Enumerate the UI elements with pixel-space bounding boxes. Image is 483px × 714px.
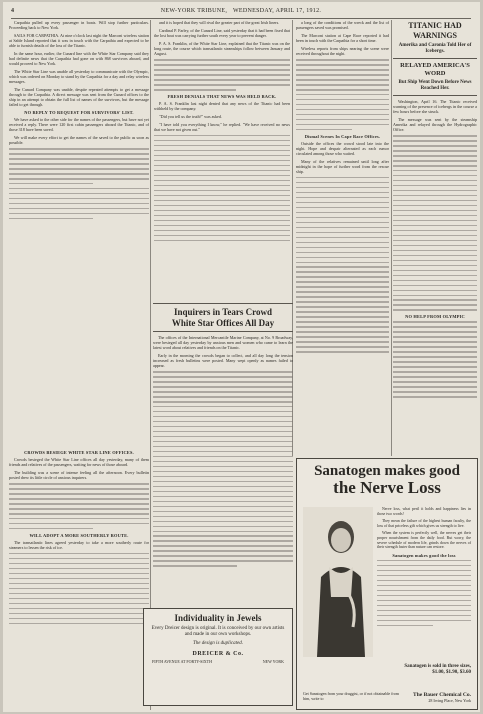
subheading: Dismal Scenes In Cape Race Offices. bbox=[304, 133, 381, 139]
column-rule bbox=[150, 20, 151, 710]
titanic-warnings-article bbox=[393, 20, 477, 401]
article-headline-secondary: White Star Offices All Day bbox=[171, 318, 275, 328]
issue-date: WEDNESDAY, APRIL 17, 1912. bbox=[232, 8, 322, 14]
article-paragraph: P. A. S. Franklin, of the White Star Line, explained that the Titanic was on the long route, the course which transatlantic steamships follow between January and August. bbox=[154, 41, 290, 56]
ad-title: Individuality in Jewels bbox=[174, 613, 262, 623]
ad-address-left: FIFTH AVENUE AT FORTY-SIXTH bbox=[152, 659, 212, 664]
section-rule bbox=[393, 58, 477, 59]
subheading: NO HELP FROM OLYMPIC bbox=[405, 314, 465, 320]
article-paragraph: and it is hoped that they will rival the greater part of the great Irish liners. bbox=[159, 20, 280, 25]
article-paragraph: P. A. S. Franklin last night denied that any news of the Titanic had been withheld by the company. bbox=[154, 100, 290, 111]
article-paragraph: In the same hour, earlier, the Cunard line with the White Star Company said they had definite news that the Carpathia had gone on with 868 survivors aboard, and would proceed to New York. bbox=[9, 51, 149, 66]
article-paragraph: The Cunard Company was unable, despite repeated attempts to get a message through to the Carpathia. A direct message was sent from the Cunard offices to the ship in an attempt to obtain the full list of names of the survivors, but the message failed to get through. bbox=[9, 87, 149, 107]
paper-name: NEW-YORK TRIBUNE, bbox=[160, 8, 228, 14]
newspaper-page bbox=[3, 2, 480, 712]
article-paragraph: Many of the relatives remained until long after midnight in the hope of further word from the rescue ship. bbox=[296, 158, 389, 174]
ad-maker-address: 28 Irving Place, New York bbox=[428, 698, 471, 703]
masthead-title bbox=[11, 8, 471, 14]
ad-tagline: The design is duplicated. bbox=[193, 641, 243, 646]
article-paragraph: The message was sent by the steamship Amerika and relayed through the Hydrographic Office. bbox=[393, 117, 477, 132]
subheading: FRESH DENIALS THAT NEWS WAS HELD BACK. bbox=[167, 93, 277, 99]
article-deck: Amerika and Caronia Told Her of Icebergs. bbox=[398, 43, 472, 54]
article-paragraph: Carpathia pulled up every passenger in boats. Will stop further particulars. Proceeding back to New York. bbox=[9, 20, 149, 30]
subheading: WILL ADOPT A MORE SOUTHERLY ROUTE. bbox=[29, 532, 129, 538]
article-paragraph: Cardinal P. Farley, of the Cunard Line, said yesterday that it had been fixed that the lost boat was carrying further south every year to prevent danger. bbox=[154, 28, 290, 38]
article-headline: TITANIC HAD WARNINGS bbox=[408, 21, 462, 40]
article-deck: But Ship Went Down Before News Reached Her. bbox=[398, 80, 472, 91]
portrait-illustration bbox=[303, 507, 373, 657]
column-left-lower bbox=[9, 447, 149, 707]
article-paragraph: Early in the morning the crowds began to collect, and all day long the tension increased as fresh bulletins were posted. Many wept openly as names failed to appear. bbox=[153, 353, 293, 368]
ad-address bbox=[152, 659, 284, 664]
ad-maker: DREICER & Co. bbox=[192, 651, 244, 657]
article-paragraph: "Did you tell us the truth?" was asked. bbox=[159, 113, 222, 119]
ad-price: Sanatogen is sold in three sizes, $1.00, $1.90, $3.60 bbox=[404, 664, 471, 675]
article-paragraph: The White Star Line was unable all yesterday to communicate with the Olympic, which was ordered on Monday to stand by the Carpathia for a day and relay wireless messages. bbox=[9, 69, 149, 84]
article-paragraph: Crowds besieged the White Star Line offices all day yesterday, many of them friends and relatives of the passengers, waiting for news of those aboard. bbox=[9, 457, 149, 467]
article-paragraph: We have asked to the other side for the names of the passengers, but have not yet received a reply. There were 120 first cabin passengers aboard the Titanic, and of those 318 have been saved. bbox=[9, 117, 149, 132]
jewels-advertisement bbox=[143, 608, 293, 706]
article-paragraph: a long of the conditions of the wreck and the list of passengers saved was promised. bbox=[296, 20, 389, 30]
article-paragraph: The building was a scene of intense feeling all the afternoon. Every bulletin posted drew its little circle of anxious inquirers. bbox=[9, 470, 149, 480]
ad-headline-secondary: the Nerve Loss bbox=[333, 478, 441, 497]
article-paragraph: Outside the offices the crowd stood late into the night. Hope and despair alternated as each rumor circulated among those who waited. bbox=[296, 140, 389, 156]
section-rule bbox=[153, 303, 293, 304]
column-right bbox=[296, 20, 389, 455]
ad-body: Every Dreicer design is original. It is conceived by our own artists and made in our own workshops. bbox=[151, 626, 285, 637]
ad-maker bbox=[413, 692, 471, 703]
column-rule bbox=[391, 20, 392, 456]
ad-paragraph: Nerve loss, what peril it holds and happiness lies in those two words! bbox=[377, 507, 471, 516]
ad-paragraph: When the system is perfectly well, the nerves get their proper nourishment from the daily food. But worry, the severe schedule of modern life, grinds down the nerves of their strength faster than nature can restore. bbox=[377, 531, 471, 550]
ad-paragraph: They mean the failure of the highest human faculty, the loss of that priceless gift which gives us strength to live. bbox=[377, 519, 471, 528]
ad-subheading: Sanatogen makes good the loss bbox=[392, 552, 456, 558]
ad-footnote: Get Sanatogen from your druggist, or if not obtainable from him, write to bbox=[303, 691, 399, 701]
ad-maker-name: The Bauer Chemical Co. bbox=[413, 692, 471, 698]
ad-body bbox=[377, 507, 471, 630]
section-rule bbox=[393, 95, 477, 96]
page-number: 4 bbox=[11, 8, 14, 14]
article-headline: Inquirers in Tears Crowd bbox=[174, 307, 272, 317]
article-headline-secondary: RELAYED AMERICA'S WORD bbox=[400, 62, 470, 77]
section-rule bbox=[153, 331, 293, 332]
article-paragraph: "I have told you everything I know," he replied. "We have received no news that we have not given out." bbox=[154, 121, 290, 132]
article-paragraph: The offices of the International Mercantile Marine Company, at No. 9 Broadway, were besieged all day yesterday by anxious men and women who came to learn the latest word about relatives and friends on the Titanic. bbox=[153, 335, 293, 350]
article-paragraph: Washington, April 16. The Titanic received warning of the presence of icebergs in the course a few hours before she struck. bbox=[393, 99, 477, 114]
column-middle bbox=[154, 20, 290, 298]
article-paragraph: The Marconi station at Cape Race reported it had been in touch with the Carpathia for a short time. bbox=[296, 33, 389, 43]
ad-headline: Sanatogen makes good bbox=[314, 463, 460, 479]
article-paragraph: Wireless reports from ships nearing the scene were received throughout the night. bbox=[296, 46, 389, 56]
subheading: NO REPLY TO REQUEST FOR SURVIVORS' LIST. bbox=[24, 110, 134, 115]
sanatogen-advertisement bbox=[296, 458, 478, 710]
article-paragraph: The transatlantic lines agreed yesterday to take a more southerly route for steamers to lessen the risk of ice. bbox=[9, 539, 149, 550]
masthead bbox=[11, 4, 471, 19]
inquirers-article bbox=[153, 300, 293, 570]
article-paragraph: SAILS FOR CARPATHIA. At nine o'clock last night the Marconi wireless station at Sable Island reported that it was in touch with the Carpathia and expected to be able to furnish details of the loss of the Titanic. bbox=[9, 33, 149, 48]
article-paragraph: We will make every effort to get the names of the saved to the public as soon as possible. bbox=[9, 135, 149, 145]
ad-address-right: NEW YORK bbox=[262, 659, 284, 664]
subheading: CROWDS BESIEGE WHITE STAR LINE OFFICES. bbox=[24, 450, 134, 455]
